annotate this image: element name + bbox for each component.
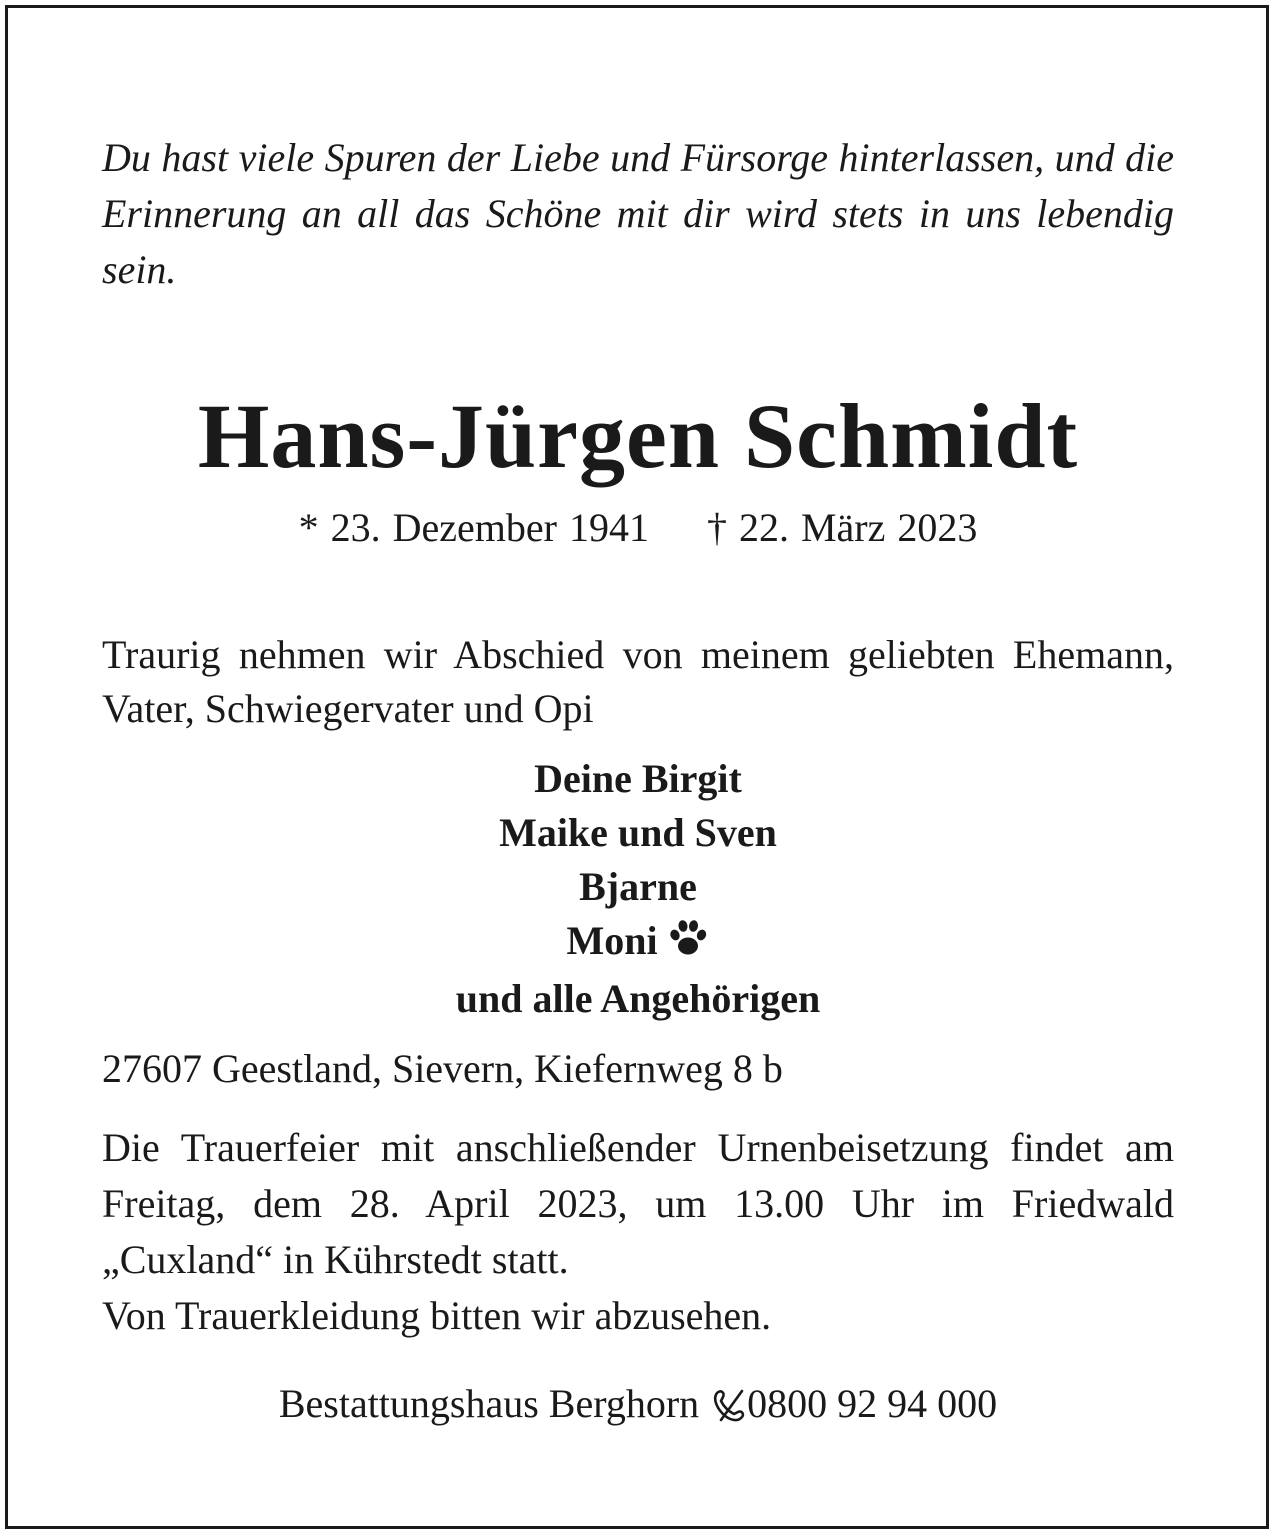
ceremony-note: Von Trauerkleidung bitten wir abzusehen. <box>102 1293 772 1338</box>
death-date: † 22. März 2023 <box>706 505 978 550</box>
memorial-quote: Du hast viele Spuren der Liebe und Fürsorge hinterlassen, und die Erinnerung an all das Schöne mit dir wird stets in uns lebendig sein. <box>102 135 1174 292</box>
phone-icon <box>711 1386 745 1434</box>
ceremony-text: Die Trauerfeier mit anschließender Urnenbeisetzung findet am Freitag, dem 28. April 2023, um 13.00 Uhr im Friedwald „Cuxland“ in Kührstedt statt. <box>102 1125 1174 1282</box>
funeral-home-name: Bestattungshaus Berghorn <box>278 1381 700 1426</box>
announcement-text: Traurig nehmen wir Abschied von meinem geliebten Ehemann, Vater, Schwiegervater und Opi <box>102 632 1174 731</box>
obituary-notice <box>102 130 1174 1434</box>
paw-icon <box>666 918 710 972</box>
ceremony-info <box>102 1120 1174 1344</box>
family-member: Bjarne <box>579 864 697 909</box>
family-member: und alle Angehörigen <box>455 976 821 1021</box>
family-member: Maike und Sven <box>499 810 777 855</box>
funeral-home <box>102 1380 1174 1434</box>
family-list <box>102 752 1174 1026</box>
family-member-pet <box>102 914 1174 972</box>
pet-name: Moni <box>566 918 658 963</box>
family-member: Deine Birgit <box>534 756 742 801</box>
birth-date: * 23. Dezember 1941 <box>298 505 649 550</box>
address: 27607 Geestland, Sievern, Kiefernweg 8 b <box>102 1046 783 1091</box>
phone-number: 0800 92 94 000 <box>747 1381 998 1426</box>
deceased-name: Hans-Jürgen Schmidt <box>197 385 1079 487</box>
life-dates <box>102 504 1174 552</box>
